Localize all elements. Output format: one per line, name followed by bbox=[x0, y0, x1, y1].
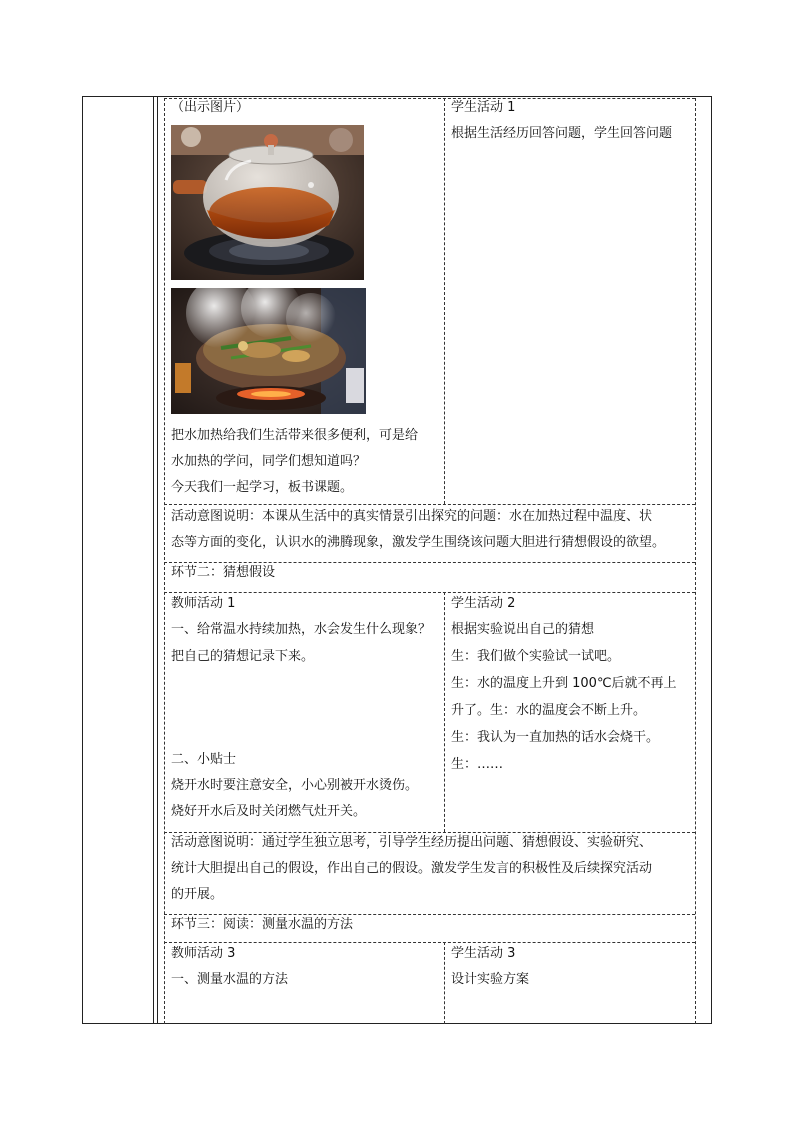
student-activity-2-line-2: 生：我们做个实验试一试吧。 bbox=[451, 649, 621, 664]
student-activity-2-line-5: 生：我认为一直加热的话水会烧干。 bbox=[451, 730, 660, 745]
teacher-activity-3-line-1: 一、测量水温的方法 bbox=[171, 972, 289, 987]
teacher-activity-3-title: 教师活动 3 bbox=[171, 946, 236, 961]
hotpot-photo bbox=[171, 288, 366, 414]
intent2-line-1: 活动意图说明：通过学生独立思考，引导学生经历提出问题、猜想假设、实验研究、 bbox=[171, 835, 653, 850]
intent1-line-1: 活动意图说明：本课从生活中的真实情景引出探究的问题：水在加热过程中温度、状 bbox=[171, 509, 653, 524]
tip-line-2: 烧好开水后及时关闭燃气灶开关。 bbox=[171, 804, 367, 819]
intent1-line-2: 态等方面的变化，认识水的沸腾现象，激发学生围绕该问题大胆进行猜想假设的欲望。 bbox=[171, 535, 666, 550]
tips-title: 二、小贴士 bbox=[171, 752, 237, 767]
student-activity-3-line-1: 设计实验方案 bbox=[451, 972, 530, 987]
show-picture-label: （出示图片） bbox=[171, 100, 250, 115]
student-activity-2-line-4: 升了。生：水的温度会不断上升。 bbox=[451, 703, 647, 718]
intent2-line-2: 统计大胆提出自己的假设，作出自己的假设。激发学生发言的积极性及后续探究活动 bbox=[171, 861, 653, 876]
student-activity-2-line-3: 生：水的温度上升到 100℃后就不再上 bbox=[451, 676, 677, 691]
teapot-photo bbox=[171, 125, 364, 280]
student-activity-3-title: 学生活动 3 bbox=[451, 946, 516, 961]
row1-text-line-3: 今天我们一起学习，板书课题。 bbox=[171, 480, 354, 495]
student-activity-2-line-1: 根据实验说出自己的猜想 bbox=[451, 622, 595, 637]
section3-title: 环节三：阅读：测量水温的方法 bbox=[171, 917, 354, 932]
student-activity-2-title: 学生活动 2 bbox=[451, 596, 516, 611]
row1-text-line-2: 水加热的学问，同学们想知道吗？ bbox=[171, 454, 367, 469]
row1-text-line-1: 把水加热给我们生活带来很多便利，可是给 bbox=[171, 428, 419, 443]
student-activity-1-text: 根据生活经历回答问题，学生回答问题 bbox=[451, 126, 673, 141]
student-activity-2-line-6: 生：…… bbox=[451, 757, 504, 772]
section2-title: 环节二：猜想假设 bbox=[171, 565, 276, 580]
teacher-activity-1-line-2: 把自己的猜想记录下来。 bbox=[171, 649, 315, 664]
tip-line-1: 烧开水时要注意安全，小心别被开水烫伤。 bbox=[171, 778, 419, 793]
teacher-activity-1-title: 教师活动 1 bbox=[171, 596, 236, 611]
teacher-activity-1-line-1: 一、给常温水持续加热，水会发生什么现象？ bbox=[171, 622, 432, 637]
student-activity-1-title: 学生活动 1 bbox=[451, 100, 516, 115]
intent2-line-3: 的开展。 bbox=[171, 887, 224, 902]
